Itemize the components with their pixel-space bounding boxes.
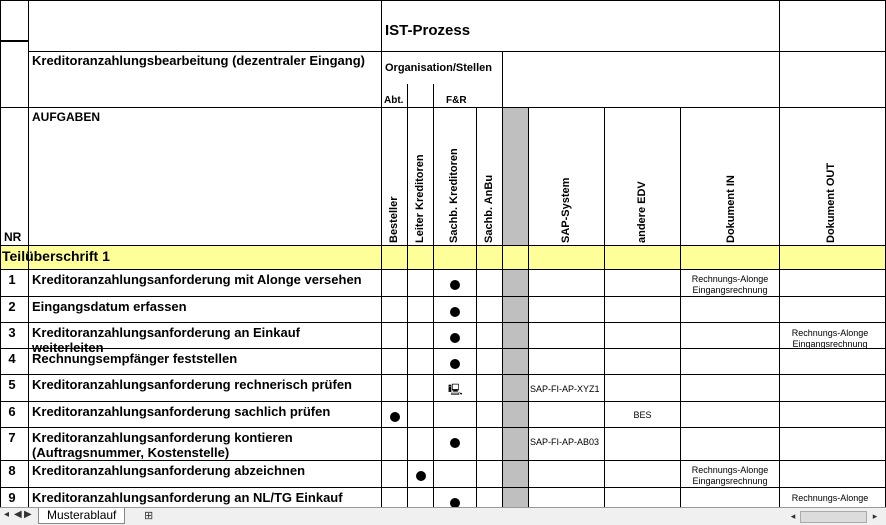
task-text: Kreditoranzahlungsanforderung mit Alonge versehen [32,272,362,287]
abt-label: Abt. [384,95,404,106]
horizontal-scrollbar[interactable] [800,511,867,523]
responsibility-marker [450,359,460,369]
col-sachb-anbu: Sachb. AnBu [483,174,495,243]
section-row-background [0,245,886,269]
responsibility-marker [450,498,460,507]
responsibility-marker [450,307,460,317]
gray-column-band [502,269,528,507]
section-title: Teilüberschrift 1 [2,248,110,264]
dokument-in-text: Rechnungs-Alonge [691,274,769,284]
ist-prozess-title: IST-Prozess [385,22,471,39]
row-number: 2 [8,299,16,314]
insert-sheet-icon[interactable]: ⊞ [144,510,154,522]
dokument-out-text: Eingangsrechnung [792,339,868,349]
col-sachb-kreditoren: Sachb. Kreditoren [448,148,460,243]
dokument-in-text: Eingangsrechnung [692,285,768,295]
task-text: Kreditoranzahlungsanforderung abzeichnen [32,463,306,478]
col-andere-edv: andere EDV [636,181,648,243]
gray-column-band [502,107,528,245]
dokument-in-text: Eingangsrechnung [692,476,768,486]
fr-label: F&R [446,95,467,106]
row-number: 9 [8,490,16,505]
first-sheet-nav-icon[interactable]: ◂ [4,509,10,520]
responsibility-marker [450,438,460,448]
aufgaben-label: AUFGABEN [32,110,100,124]
task-text: Kreditoranzahlungsanforderung kontieren [32,430,293,445]
row-number: 5 [8,377,16,392]
responsibility-marker [450,280,460,290]
row-number: 6 [8,404,16,419]
row-number: 3 [8,325,16,340]
row-number: 4 [8,351,16,366]
prev-sheet-nav-icon[interactable]: ◀ [14,509,22,520]
row-number: 7 [8,430,16,445]
computer-icon: 🖳 [448,384,463,396]
dokument-in-text: Rechnungs-Alonge [691,465,769,475]
task-text: Kreditoranzahlungsanforderung rechnerisch prüfen [32,377,352,392]
process-name: Kreditoranzahlungsbearbeitung (dezentraler Eingang) [32,53,365,68]
task-text: Rechnungsempfänger feststellen [32,351,238,366]
next-sheet-nav-icon[interactable]: ▶ [24,509,32,520]
col-sap-system: SAP-System [560,177,572,243]
sap-system-text: SAP-FI-AP-AB03 [530,437,600,447]
task-text-continued: (Auftragsnummer, Kostenstelle) [32,445,230,460]
scroll-right-icon[interactable]: ▸ [872,511,878,521]
col-besteller: Besteller [388,196,400,243]
andere-edv-text: BES [633,410,652,420]
nr-label: NR [4,230,22,244]
task-text: Eingangsdatum erfassen [32,299,187,314]
org-label: Organisation/Stellen [385,62,492,74]
responsibility-marker [416,471,426,481]
dokument-out-text: Rechnungs-Alonge [791,328,869,338]
responsibility-marker [390,412,400,422]
col-dokument-out: Dokument OUT [825,162,837,243]
sap-system-text: SAP-FI-AP-XYZ1 [530,384,600,394]
scroll-left-icon[interactable]: ◂ [790,511,796,521]
row-number: 8 [8,463,16,478]
dokument-out-text: Rechnungs-Alonge [791,493,869,503]
task-text-continued: weiterleiten [32,340,104,355]
task-text: Kreditoranzahlungsanforderung sachlich prüfen [32,404,331,419]
task-text: Kreditoranzahlungsanforderung an Einkauf [32,325,300,340]
responsibility-marker [450,333,460,343]
col-dokument-in: Dokument IN [725,175,737,243]
sheet-tab-bar [0,507,886,525]
col-leiter-kreditoren: Leiter Kreditoren [414,154,426,243]
task-text: Kreditoranzahlungsanforderung an NL/TG Einkauf [32,490,343,505]
sheet-tab-musterablauf[interactable]: Musterablauf [38,508,125,524]
row-number: 1 [8,272,16,287]
